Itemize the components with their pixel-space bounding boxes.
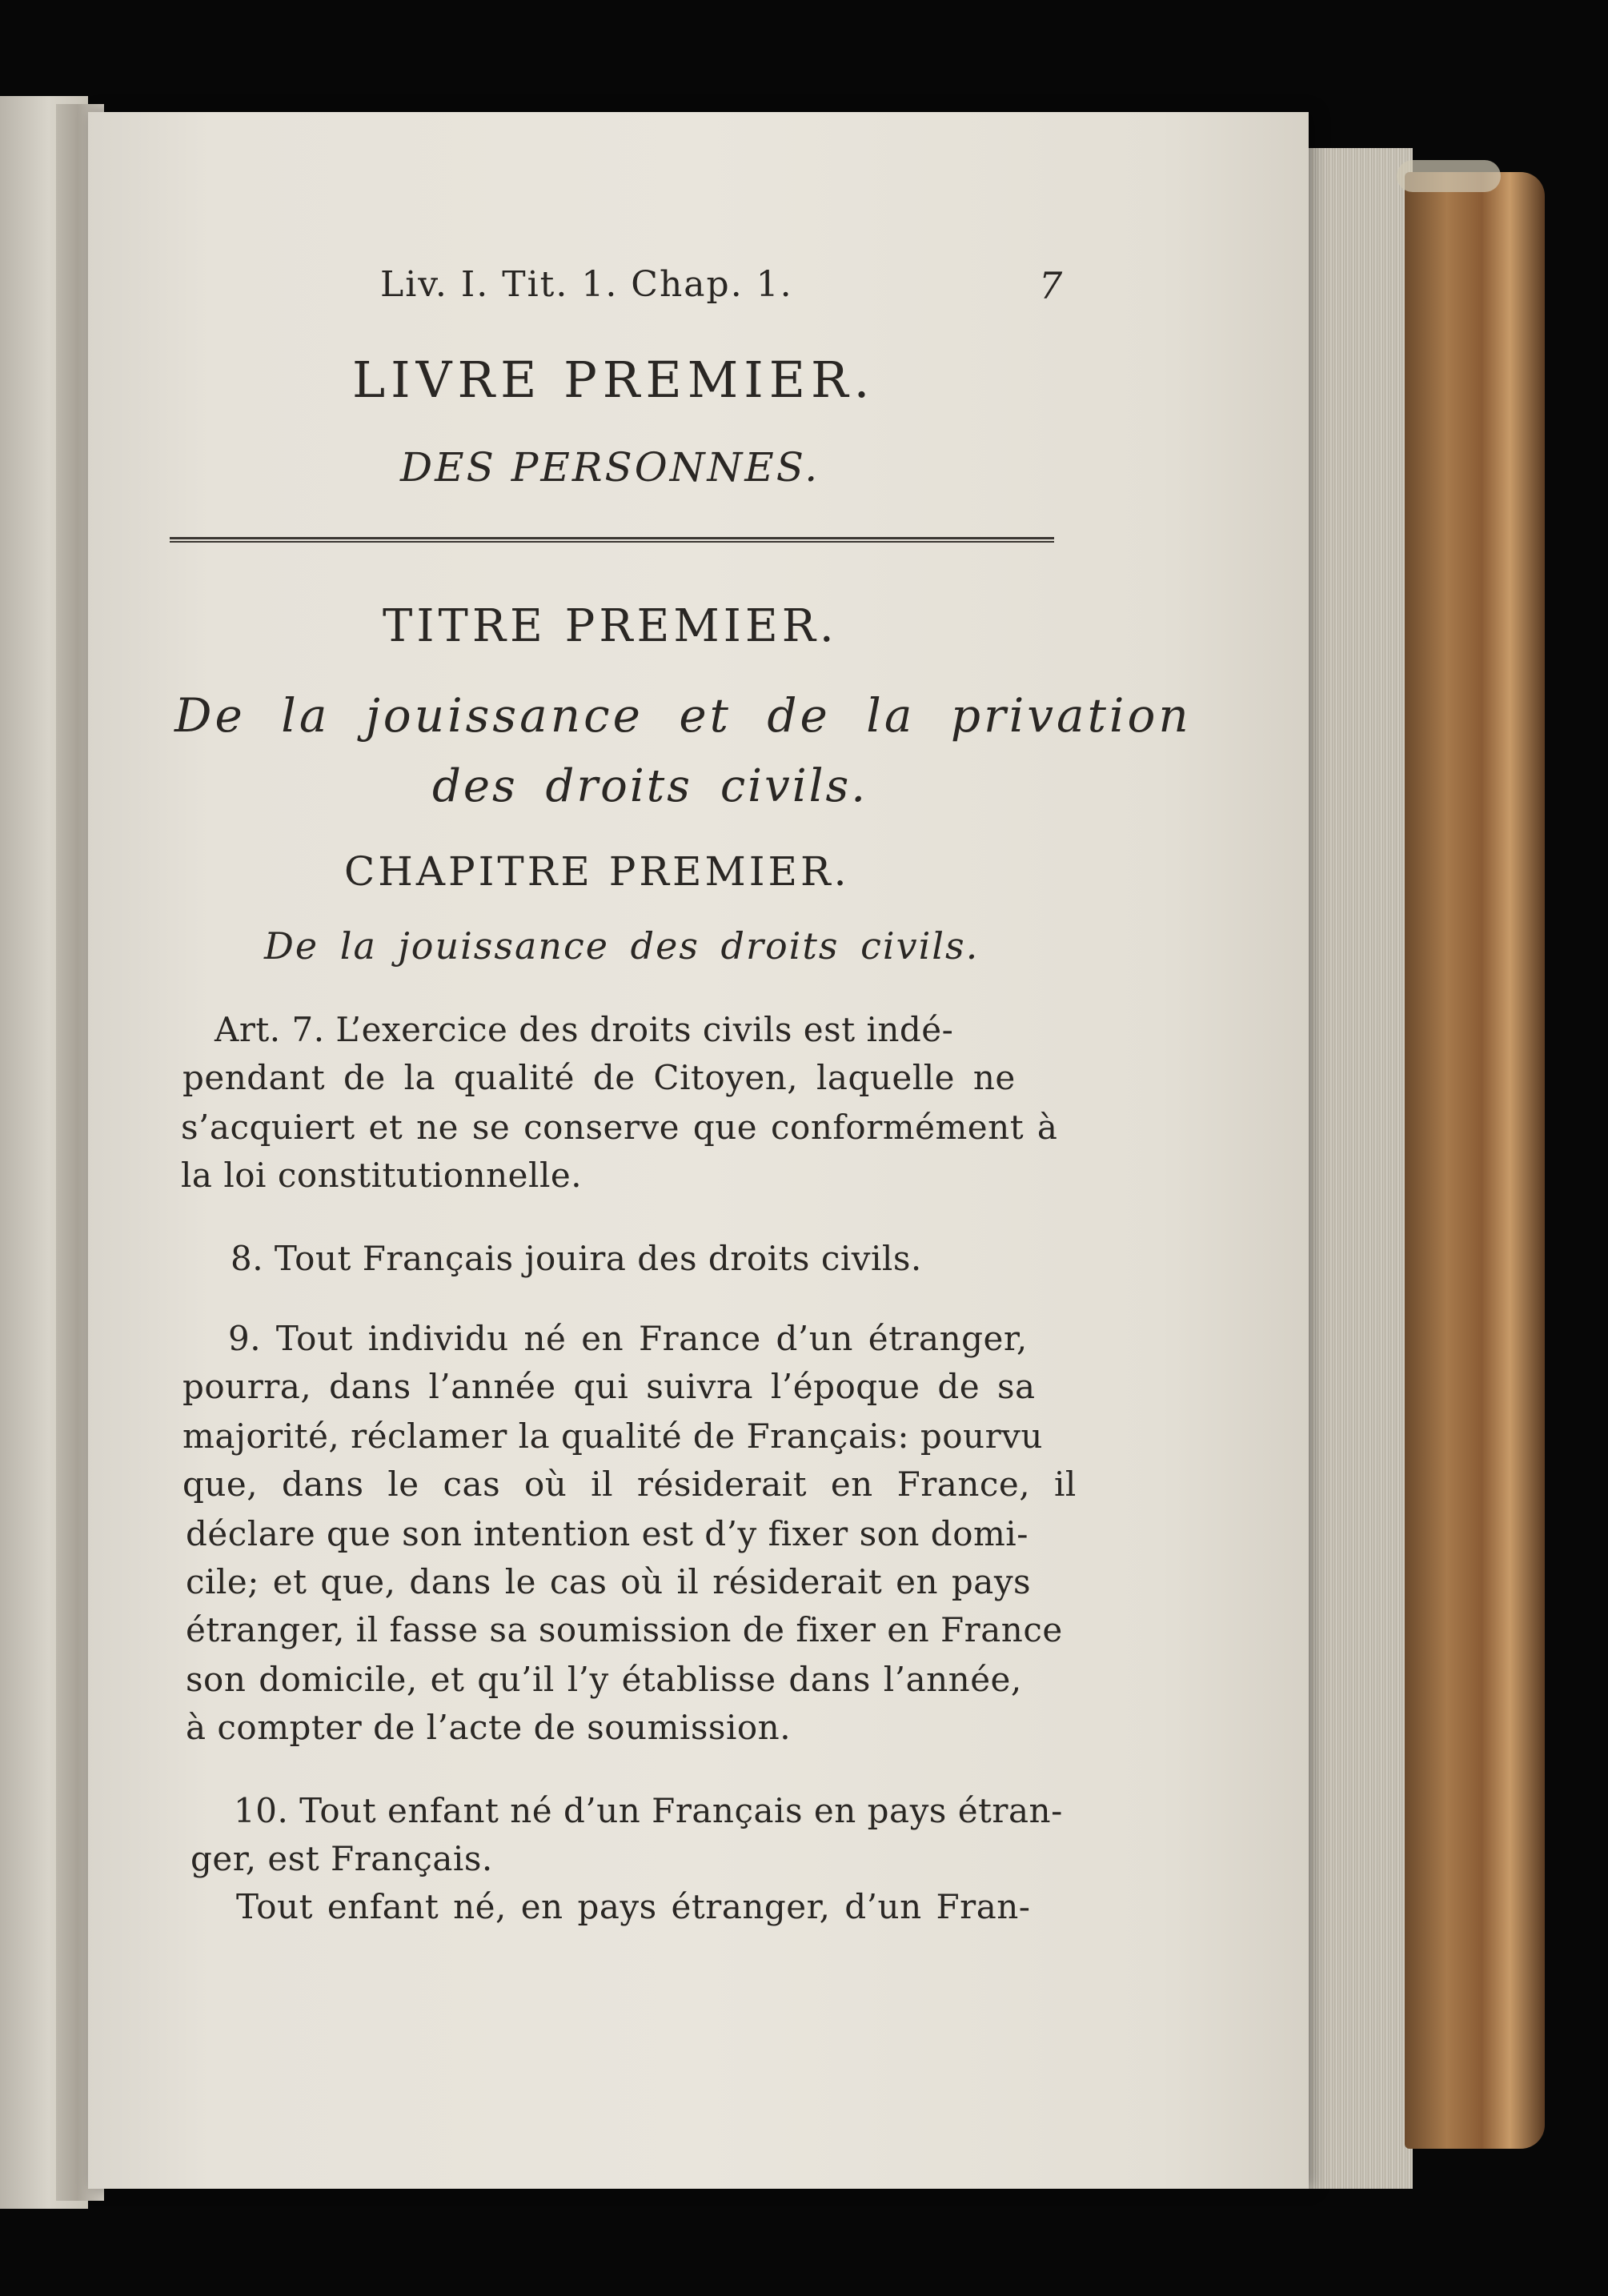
art9-line-3: majorité, réclamer la qualité de Français: pourvu xyxy=(182,1416,1043,1456)
art10-line-3: Tout enfant né, en pays étranger, d’un Fran- xyxy=(236,1887,1031,1926)
art9-line-2: pourra, dans l’année qui suivra l’époque de sa xyxy=(182,1367,1036,1406)
art7-line-1: Art. 7. L’exercice des droits civils est indé- xyxy=(215,1010,954,1049)
chapter-heading: CHAPITRE PREMIER. xyxy=(344,848,850,895)
art10-line-1: 10. Tout enfant né d’un Français en pays étran- xyxy=(234,1791,1063,1830)
title-subheading-line-1: De la jouissance et de la privation xyxy=(174,688,1192,743)
art7-line-3: s’acquiert et ne se conserve que conformément à xyxy=(181,1108,1058,1147)
art9-line-7: étranger, il fasse sa soumission de fixer en France xyxy=(186,1610,1063,1649)
art9-line-4: que, dans le cas où il résiderait en France, il xyxy=(182,1465,1077,1504)
art9-line-5: déclare que son intention est d’y fixer son domi- xyxy=(186,1514,1029,1553)
art10-line-2: ger, est Français. xyxy=(190,1839,493,1878)
chapter-subheading: De la jouissance des droits civils. xyxy=(264,924,980,968)
running-head: Liv. I. Tit. 1. Chap. 1. xyxy=(380,264,793,305)
leather-binding xyxy=(1405,172,1545,2149)
section-divider-rule xyxy=(170,537,1054,543)
binding-headband xyxy=(1397,160,1501,192)
page-edges xyxy=(1305,148,1413,2189)
book-title: LIVRE PREMIER. xyxy=(352,351,876,409)
art9-line-9: à compter de l’acte de soumission. xyxy=(186,1708,792,1747)
page-number: 7 xyxy=(1039,264,1063,307)
title-heading: TITRE PREMIER. xyxy=(383,600,838,652)
art9-line-8: son domicile, et qu’il l’y établisse dans l’année, xyxy=(186,1660,1022,1699)
art9-line-6: cile; et que, dans le cas où il résiderait en pays xyxy=(186,1562,1032,1601)
book-subtitle: DES PERSONNES. xyxy=(400,444,820,491)
art7-line-4: la loi constitutionnelle. xyxy=(181,1156,583,1195)
art8-line-1: 8. Tout Français jouira des droits civils. xyxy=(231,1239,922,1278)
art9-line-1: 9. Tout individu né en France d’un étranger, xyxy=(228,1319,1028,1358)
title-subheading-line-2: des droits civils. xyxy=(432,760,868,812)
art7-line-2: pendant de la qualité de Citoyen, laquelle ne xyxy=(182,1058,1016,1097)
